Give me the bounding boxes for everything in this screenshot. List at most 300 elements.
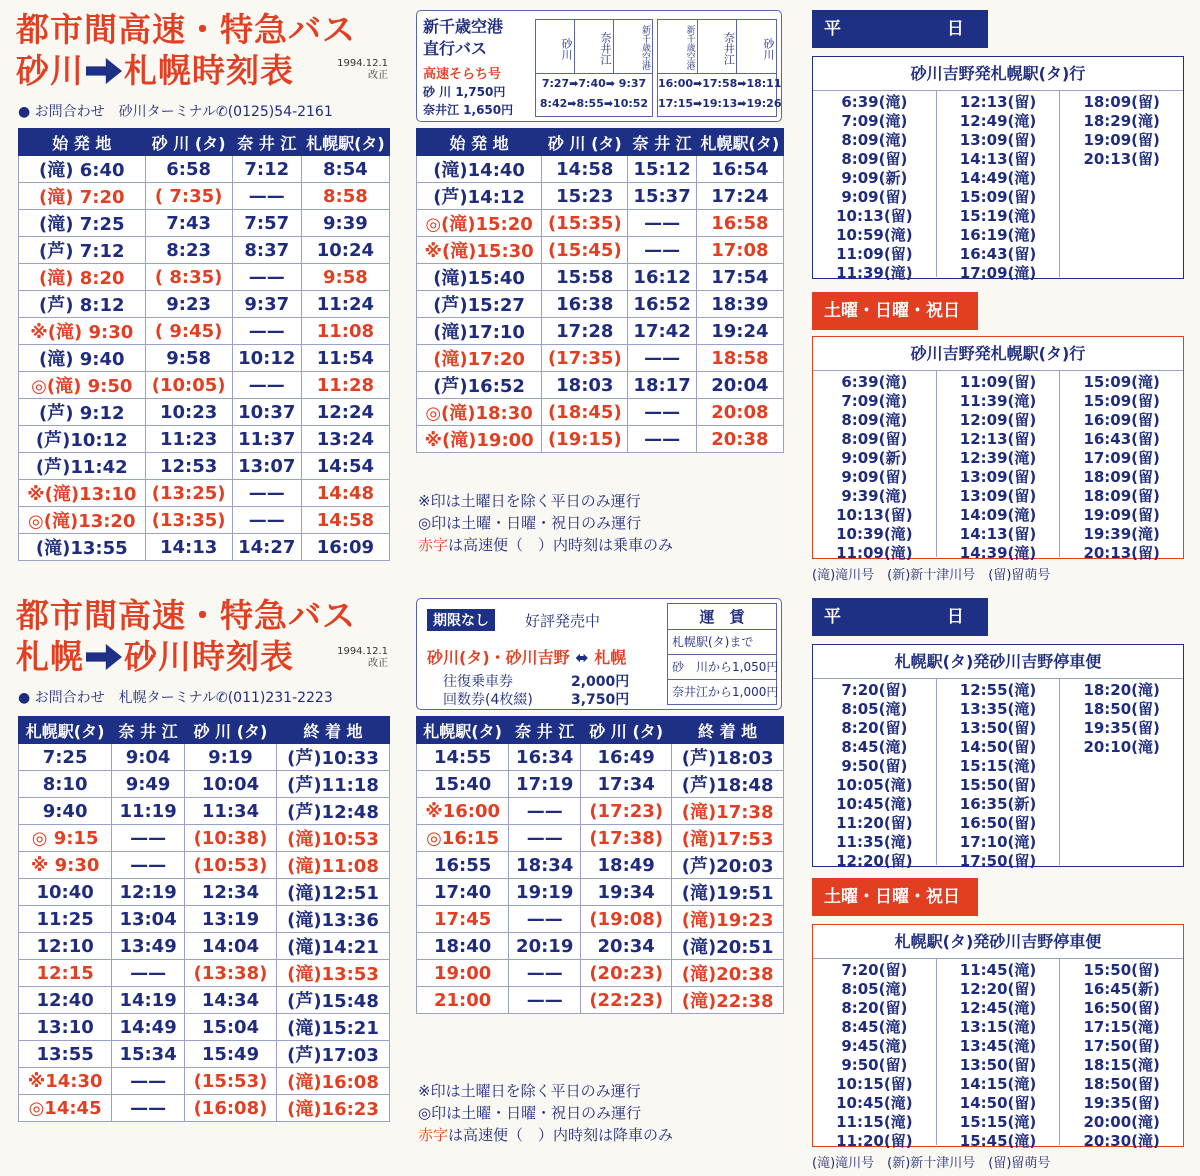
top-legend: (滝)滝川号 (新)新十津川号 (留)留萌号	[812, 568, 1051, 583]
table-row	[19, 183, 390, 210]
departure-time: 7:09(滝)	[841, 392, 908, 410]
table-cell: (15:53)	[184, 1068, 276, 1095]
table-cell: (芦) 8:12	[19, 291, 146, 318]
table-cell: 11:24	[301, 291, 389, 318]
bottom-legend: (滝)滝川号 (新)新十津川号 (留)留萌号	[812, 1156, 1051, 1171]
table-cell: ——	[112, 825, 185, 852]
table-cell: (16:08)	[184, 1095, 276, 1122]
table-cell: (芦)11:18	[276, 771, 389, 798]
table-cell: (滝)10:53	[276, 825, 389, 852]
departure-time: 10:13(留)	[836, 506, 913, 524]
table-cell: 19:34	[581, 879, 672, 906]
departure-time: 15:15(滝)	[959, 757, 1037, 775]
departure-time	[1060, 852, 1183, 871]
table-cell: 11:23	[145, 426, 232, 453]
departure-time: 14:13(留)	[959, 150, 1037, 168]
airport-h-airport: 新千歳空港	[658, 20, 698, 73]
table-cell: (17:23)	[581, 798, 672, 825]
table-cell: 14:48	[301, 480, 389, 507]
departure-time: 20:13(留)	[1083, 544, 1160, 562]
departure-time: 7:20(留)	[841, 961, 908, 979]
table-cell: 11:54	[301, 345, 389, 372]
table-cell: (滝)20:38	[672, 960, 784, 987]
departure-time: 16:50(留)	[1083, 999, 1160, 1017]
airport-fare-sunagawa: 砂 川 1,750円	[423, 85, 506, 99]
bottom-holiday-label: 土曜・日曜・祝日	[812, 878, 978, 916]
table-cell: (滝) 7:20	[19, 183, 146, 210]
departure-time: 11:39(滝)	[959, 392, 1037, 410]
table-row	[417, 825, 784, 852]
fare-row: 奈井江から1,000円	[672, 685, 779, 699]
column-header: 札幌駅(タ)	[19, 717, 112, 744]
table-cell: 15:04	[184, 1014, 276, 1041]
table-row	[417, 933, 784, 960]
column-header: 奈 井 江	[112, 717, 185, 744]
table-cell: 18:40	[417, 933, 509, 960]
departure-time: 18:09(留)	[1083, 468, 1160, 486]
table-cell: ——	[232, 372, 301, 399]
revision-date: 1994.12.1	[337, 58, 388, 69]
departure-time: 14:39(滝)	[959, 544, 1037, 562]
departure-time: 15:45(滝)	[959, 1132, 1037, 1150]
departure-time: 9:50(留)	[841, 1056, 908, 1074]
table-cell: 15:23	[542, 183, 628, 210]
table-cell: 15:58	[542, 264, 628, 291]
departure-time: 20:10(滝)	[1083, 738, 1160, 756]
departure-time: 8:09(滝)	[841, 411, 908, 429]
table-cell: 15:49	[184, 1041, 276, 1068]
top-timetable-mid	[416, 128, 784, 453]
table-cell: (芦)17:03	[276, 1041, 389, 1068]
table-cell: 7:12	[232, 156, 301, 183]
table-row	[417, 183, 784, 210]
top-weekday-title: 砂川吉野発札幌駅(タ)行	[813, 57, 1183, 91]
airport-row: 17:15➡19:13➡19:26	[658, 97, 782, 110]
table-cell: (滝)11:08	[276, 852, 389, 879]
table-cell: 18:49	[581, 852, 672, 879]
table-cell: 16:09	[301, 534, 389, 561]
departure-time: 16:45(新)	[1083, 980, 1160, 998]
departure-time: 17:15(滝)	[1083, 1018, 1160, 1036]
table-cell: (17:38)	[581, 825, 672, 852]
note-red-desc: は高速便（ ）内時刻は乗車のみ	[448, 536, 674, 554]
departure-time: 15:19(滝)	[959, 207, 1037, 225]
departure-time: 13:09(留)	[959, 468, 1037, 486]
airport-row: 8:42➡8:55➡10:52	[539, 97, 649, 110]
note-red-word: 赤字	[418, 1126, 449, 1144]
table-cell: ◎(滝)18:30	[417, 399, 542, 426]
column-header: 奈 井 江	[628, 129, 696, 156]
bottom-timetable-left	[18, 716, 390, 1122]
table-cell: (滝)14:40	[417, 156, 542, 183]
departure-time	[1060, 833, 1183, 852]
table-cell: 9:58	[145, 345, 232, 372]
table-cell: 17:34	[581, 771, 672, 798]
table-cell: 8:10	[19, 771, 112, 798]
departure-time: 15:09(滝)	[1083, 373, 1160, 391]
departure-time: 17:50(留)	[959, 852, 1037, 870]
table-cell: 16:49	[581, 744, 672, 771]
departure-time: 13:09(留)	[959, 487, 1037, 505]
table-cell: 13:19	[184, 906, 276, 933]
departure-time: 14:50(留)	[959, 1094, 1037, 1112]
table-cell: 16:12	[628, 264, 696, 291]
fare-title: 運 賃	[668, 604, 776, 630]
departure-time: 16:50(留)	[959, 814, 1037, 832]
table-cell: 9:40	[19, 798, 112, 825]
revision-label: 改正	[368, 658, 388, 669]
table-cell: 19:24	[696, 318, 783, 345]
table-cell: (芦) 9:12	[19, 399, 146, 426]
departure-time: 10:45(滝)	[836, 795, 913, 813]
departure-time: 20:13(留)	[1083, 150, 1160, 168]
table-row	[417, 960, 784, 987]
table-cell: (滝)16:23	[276, 1095, 389, 1122]
departure-time: 14:13(留)	[959, 525, 1037, 543]
top-title-line1: 都市間高速・特急バス	[16, 10, 356, 49]
table-row	[417, 237, 784, 264]
departure-time: 16:43(留)	[1083, 430, 1160, 448]
table-row	[19, 906, 390, 933]
table-cell: (19:08)	[581, 906, 672, 933]
airport-row: 7:27➡7:40➡ 9:37	[541, 77, 647, 90]
table-cell: 17:54	[696, 264, 783, 291]
table-cell: ( 8:35)	[145, 264, 232, 291]
ticket-price1: 2,000円	[571, 674, 630, 690]
table-cell: (滝)17:38	[672, 798, 784, 825]
airport-h-sunagawa: 砂川	[762, 37, 776, 60]
table-row	[19, 156, 390, 183]
table-cell: 17:08	[696, 237, 783, 264]
table-row	[19, 1041, 390, 1068]
table-cell: 13:49	[112, 933, 185, 960]
table-row	[19, 933, 390, 960]
departure-time: 16:19(滝)	[959, 226, 1037, 244]
table-cell: ——	[628, 210, 696, 237]
table-row	[19, 453, 390, 480]
table-row	[417, 345, 784, 372]
table-cell: ——	[112, 960, 185, 987]
departure-time: 12:20(留)	[959, 980, 1037, 998]
table-cell: 10:23	[145, 399, 232, 426]
departure-time: 12:39(滝)	[959, 449, 1037, 467]
table-row	[417, 987, 784, 1014]
departure-time: 14:49(滝)	[959, 169, 1037, 187]
departure-time: 15:15(滝)	[959, 1113, 1037, 1131]
departure-time: 8:09(留)	[841, 430, 908, 448]
table-cell: 19:00	[417, 960, 509, 987]
table-cell: ——	[112, 1095, 185, 1122]
departure-time: 19:09(留)	[1083, 131, 1160, 149]
table-cell: (芦)20:03	[672, 852, 784, 879]
time-column	[937, 679, 1061, 870]
departure-time: 12:09(留)	[959, 411, 1037, 429]
table-cell: ——	[112, 852, 185, 879]
table-cell: ※ 9:30	[19, 852, 112, 879]
table-row	[19, 1068, 390, 1095]
time-column	[1060, 371, 1183, 562]
table-cell: 12:10	[19, 933, 112, 960]
table-row	[19, 210, 390, 237]
table-cell: 9:39	[301, 210, 389, 237]
departure-time: 11:35(滝)	[836, 833, 913, 851]
airport-bus-label: 直行バス	[423, 39, 488, 58]
table-cell: 8:58	[301, 183, 389, 210]
table-cell: 10:04	[184, 771, 276, 798]
table-row	[417, 291, 784, 318]
note-holiday-only: ◎印は土曜・日曜・祝日のみ運行	[418, 514, 642, 532]
table-cell: 13:55	[19, 1041, 112, 1068]
table-row	[417, 852, 784, 879]
table-row	[19, 237, 390, 264]
table-row	[19, 372, 390, 399]
time-column	[1060, 679, 1183, 865]
table-cell: (滝)22:38	[672, 987, 784, 1014]
departure-time: 9:39(滝)	[841, 487, 908, 505]
table-cell: 9:58	[301, 264, 389, 291]
table-cell: 11:28	[301, 372, 389, 399]
departure-time: 15:09(留)	[1083, 392, 1160, 410]
table-cell: 14:49	[112, 1014, 185, 1041]
table-cell: 20:19	[509, 933, 581, 960]
column-header: 砂 川 (タ)	[542, 129, 628, 156]
table-cell: 17:45	[417, 906, 509, 933]
table-cell: 20:04	[696, 372, 783, 399]
airport-row: 16:00➡17:58➡18:11	[658, 77, 782, 90]
top-inquiry: ● お問合わせ 砂川ターミナル✆(0125)54-2161	[18, 104, 333, 120]
departure-time: 17:09(留)	[1083, 449, 1160, 467]
table-cell: ( 7:35)	[145, 183, 232, 210]
bottom-title-to: 砂川時刻表	[124, 637, 294, 676]
departure-time: 18:50(留)	[1083, 1075, 1160, 1093]
departure-time: 12:55(滝)	[959, 681, 1037, 699]
table-cell: 13:04	[112, 906, 185, 933]
top-holiday-label: 土曜・日曜・祝日	[812, 292, 978, 330]
time-column	[1060, 959, 1183, 1150]
table-cell: 10:40	[19, 879, 112, 906]
departure-time	[1060, 264, 1183, 283]
fare-row: 砂 川から1,050円	[668, 655, 776, 680]
fare-row: 札幌駅(タ)まで	[668, 630, 776, 655]
departure-time: 12:20(留)	[836, 852, 913, 870]
table-cell: (芦)10:12	[19, 426, 146, 453]
table-cell: 11:25	[19, 906, 112, 933]
table-cell: 9:23	[145, 291, 232, 318]
table-row	[19, 426, 390, 453]
table-cell: (18:45)	[542, 399, 628, 426]
ticket-price2: 3,750円	[571, 692, 630, 708]
table-cell: 20:34	[581, 933, 672, 960]
table-cell: 14:27	[232, 534, 301, 561]
column-header: 砂 川 (タ)	[184, 717, 276, 744]
column-header: 始 発 地	[417, 129, 542, 156]
departure-time: 20:00(滝)	[1083, 1113, 1160, 1131]
departure-time: 10:59(滝)	[836, 226, 913, 244]
table-cell: ——	[232, 264, 301, 291]
table-cell: 12:40	[19, 987, 112, 1014]
table-cell: 13:10	[19, 1014, 112, 1041]
table-cell: (滝)14:21	[276, 933, 389, 960]
column-header: 札幌駅(タ)	[417, 717, 509, 744]
table-cell: (芦)18:48	[672, 771, 784, 798]
time-column	[813, 371, 937, 562]
table-cell: 9:04	[112, 744, 185, 771]
departure-time: 15:50(留)	[1083, 961, 1160, 979]
departure-time	[1060, 814, 1183, 833]
table-cell: (19:15)	[542, 426, 628, 453]
table-row	[19, 399, 390, 426]
table-cell: 7:57	[232, 210, 301, 237]
table-cell: 16:38	[542, 291, 628, 318]
table-cell: (13:35)	[145, 507, 232, 534]
departure-time: 11:09(留)	[836, 245, 913, 263]
departure-time	[1060, 795, 1183, 814]
time-column	[937, 91, 1061, 282]
ticket-sale: 好評発売中	[525, 612, 601, 630]
table-row	[417, 264, 784, 291]
table-cell: 8:54	[301, 156, 389, 183]
table-cell: (芦)15:48	[276, 987, 389, 1014]
table-row	[19, 507, 390, 534]
bottom-inquiry: ● お問合わせ 札幌ターミナル✆(011)231-2223	[18, 690, 333, 706]
revision-label: 改正	[368, 70, 388, 81]
bottom-weekday-box	[812, 644, 1184, 870]
table-cell: 15:40	[417, 771, 509, 798]
table-cell: 20:38	[696, 426, 783, 453]
time-column	[937, 371, 1061, 562]
table-cell: 18:34	[509, 852, 581, 879]
table-row	[417, 210, 784, 237]
airport-outbound	[535, 19, 653, 117]
table-cell: (滝)17:53	[672, 825, 784, 852]
departure-time: 14:09(滝)	[959, 506, 1037, 524]
table-cell: 12:19	[112, 879, 185, 906]
table-cell: ◎(滝)15:20	[417, 210, 542, 237]
table-cell: ◎ 9:15	[19, 825, 112, 852]
departure-time: 12:45(滝)	[959, 999, 1037, 1017]
table-cell: ——	[232, 480, 301, 507]
departure-time: 7:09(滝)	[841, 112, 908, 130]
table-row	[19, 987, 390, 1014]
table-row	[417, 156, 784, 183]
column-header: 終 着 地	[672, 717, 784, 744]
ticket-item1: 往復乗車券	[443, 674, 513, 690]
table-cell: ——	[509, 960, 581, 987]
top-holiday-box	[812, 336, 1184, 562]
table-cell: (滝) 8:20	[19, 264, 146, 291]
departure-time: 18:20(滝)	[1083, 681, 1160, 699]
airport-h-naie: 奈井江	[698, 20, 738, 73]
table-cell: 14:34	[184, 987, 276, 1014]
departure-time: 18:09(留)	[1083, 487, 1160, 505]
departure-time: 9:09(留)	[841, 468, 908, 486]
departure-time: 6:39(滝)	[841, 93, 908, 111]
airport-fare-naie: 奈井江 1,650円	[423, 103, 514, 117]
departure-time	[1060, 207, 1183, 226]
revision-date: 1994.12.1	[337, 646, 388, 657]
departure-time	[1060, 226, 1183, 245]
table-cell: ——	[628, 237, 696, 264]
ticket-route-from: 砂川(タ)・砂川吉野	[427, 648, 570, 667]
table-cell: 11:08	[301, 318, 389, 345]
airport-h-naie: 奈井江	[575, 20, 614, 73]
departure-time	[1060, 169, 1183, 188]
bottom-title-from: 札幌	[16, 637, 84, 676]
table-cell: 16:52	[628, 291, 696, 318]
table-cell: 11:37	[232, 426, 301, 453]
departure-time: 9:09(留)	[841, 188, 908, 206]
table-cell: (芦)10:33	[276, 744, 389, 771]
departure-time: 11:39(滝)	[836, 264, 913, 282]
table-cell: (芦)15:27	[417, 291, 542, 318]
table-cell: ——	[509, 987, 581, 1014]
departure-time: 13:15(滝)	[959, 1018, 1037, 1036]
departure-time	[1060, 188, 1183, 207]
departure-time: 7:20(留)	[841, 681, 908, 699]
departure-time: 17:50(留)	[1083, 1037, 1160, 1055]
ticket-route-to: 札幌	[594, 648, 627, 667]
departure-time: 12:49(滝)	[959, 112, 1037, 130]
table-cell: ——	[628, 399, 696, 426]
table-cell: (22:23)	[581, 987, 672, 1014]
departure-time: 16:09(留)	[1083, 411, 1160, 429]
top-title-to: 札幌時刻表	[124, 51, 294, 90]
top-holiday-title: 砂川吉野発札幌駅(タ)行	[813, 337, 1183, 371]
table-cell: (滝)20:51	[672, 933, 784, 960]
table-cell: 7:43	[145, 210, 232, 237]
table-row	[417, 399, 784, 426]
table-cell: (15:35)	[542, 210, 628, 237]
airport-bus-name: 高速そらち号	[423, 67, 502, 82]
table-cell: (滝)15:21	[276, 1014, 389, 1041]
departure-time: 18:50(留)	[1083, 700, 1160, 718]
table-row	[19, 345, 390, 372]
departure-time: 18:09(留)	[1083, 93, 1160, 111]
departure-time: 17:10(滝)	[959, 833, 1037, 851]
departure-time: 11:20(留)	[836, 814, 913, 832]
table-cell: 18:58	[696, 345, 783, 372]
column-header: 札幌駅(タ)	[696, 129, 783, 156]
departure-time: 10:39(滝)	[836, 525, 913, 543]
table-cell: (13:25)	[145, 480, 232, 507]
table-cell: 11:34	[184, 798, 276, 825]
table-row	[417, 771, 784, 798]
departure-time: 16:43(留)	[959, 245, 1037, 263]
departure-time: 14:50(留)	[959, 738, 1037, 756]
bottom-title-line1: 都市間高速・特急バス	[16, 596, 356, 635]
table-cell: ——	[509, 798, 581, 825]
table-cell: ( 9:45)	[145, 318, 232, 345]
table-cell: 19:19	[509, 879, 581, 906]
table-cell: (滝)19:51	[672, 879, 784, 906]
table-cell: ◎14:45	[19, 1095, 112, 1122]
table-cell: 10:12	[232, 345, 301, 372]
departure-time	[1060, 245, 1183, 264]
table-cell: (滝)17:20	[417, 345, 542, 372]
departure-time: 9:45(滝)	[841, 1037, 908, 1055]
table-cell: 11:19	[112, 798, 185, 825]
time-column	[937, 959, 1061, 1150]
table-row	[417, 879, 784, 906]
table-cell: 17:40	[417, 879, 509, 906]
departure-time: 19:35(留)	[1083, 1094, 1160, 1112]
top-title-from: 砂川	[16, 51, 84, 90]
table-cell: 7:25	[19, 744, 112, 771]
note-red-text	[418, 534, 673, 556]
departure-time: 15:50(留)	[959, 776, 1037, 794]
table-cell: 8:37	[232, 237, 301, 264]
table-row	[417, 372, 784, 399]
